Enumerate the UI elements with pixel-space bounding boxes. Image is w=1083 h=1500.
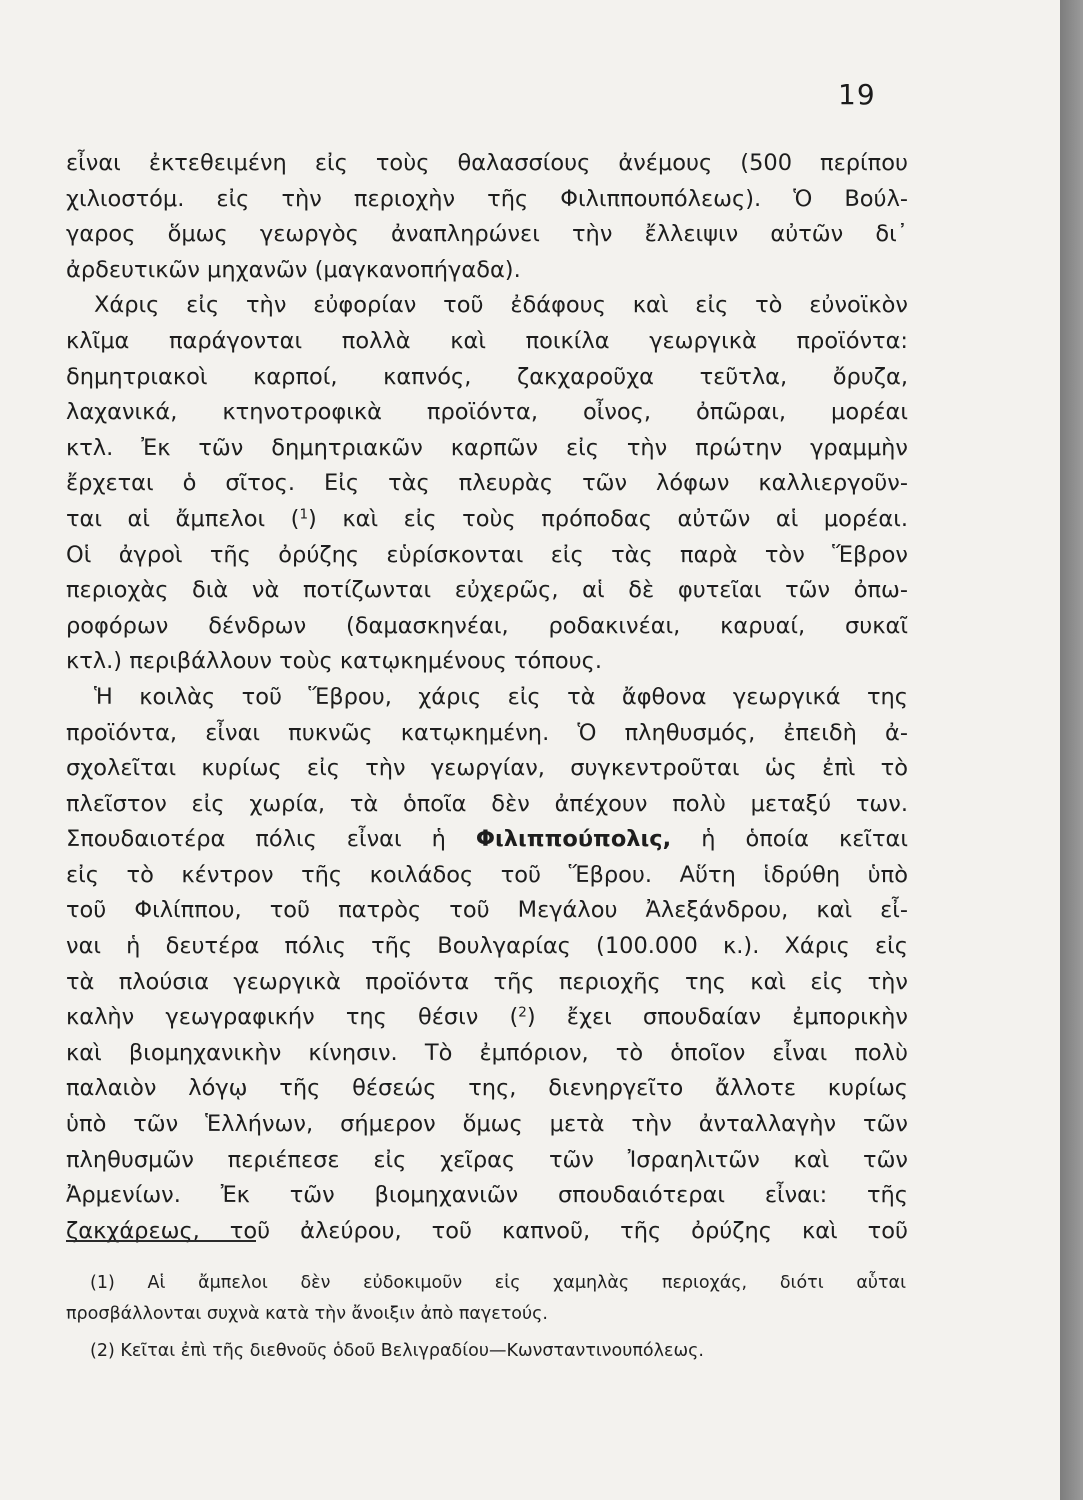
footnote-text: Κεῖται ἐπὶ τῆς διεθνοῦς ὁδοῦ Βελιγραδίου—Κωνσταντινουπόλεως. bbox=[120, 1341, 704, 1361]
footnote-ref-1: 1 bbox=[299, 506, 309, 523]
text-fragment: ) καὶ εἰς τοὺς πρόποδας αὐτῶν αἱ μορέαι. bbox=[308, 505, 908, 532]
text-line: ἀρδευτικῶν μηχανῶν (μαγκανοπήγαδα). bbox=[66, 256, 521, 283]
text-line: ζακχάρεως, τοῦ ἀλεύρου, τοῦ καπνοῦ, τῆς ὀρύζης καὶ τοῦ bbox=[66, 1217, 908, 1244]
text-line: καὶ βιομηχανικὴν κίνησιν. Τὸ ἐμπόριον, τὸ ὁποῖον εἶναι πολὺ bbox=[66, 1039, 908, 1066]
footnote-1-continuation: προσβάλλονται συχνὰ κατὰ τὴν ἄνοιξιν ἀπὸ παγετούς. bbox=[66, 1304, 548, 1324]
text-fragment: ) ἔχει σπουδαίαν ἐμπορικὴν bbox=[526, 1004, 908, 1031]
text-line: ναι ἡ δευτέρα πόλις τῆς Βουλγαρίας (100.000 κ.). Χάρις εἰς bbox=[66, 933, 908, 960]
text-line: τοῦ Φιλίππου, τοῦ πατρὸς τοῦ Μεγάλου Ἀλεξάνδρου, καὶ εἶ- bbox=[66, 897, 908, 924]
footnotes bbox=[66, 1268, 906, 1367]
footnote-ref-2: 2 bbox=[518, 1004, 527, 1021]
text-line: κλῖμα παράγονται πολλὰ καὶ ποικίλα γεωργικὰ προϊόντα: bbox=[66, 327, 908, 354]
footnote-text: Αἱ ἄμπελοι δὲν εὐδοκιμοῦν εἰς χαμηλὰς περιοχάς, διότι αὗται bbox=[147, 1273, 906, 1293]
page-edge-shadow bbox=[1060, 0, 1083, 1500]
text-line: δημητριακοὶ καρποί, καπνός, ζακχαροῦχα τεῦτλα, ὄρυζα, bbox=[66, 363, 908, 390]
text-line: χιλιοστόμ. εἰς τὴν περιοχὴν τῆς Φιλιππουπόλεως). Ὁ Βούλ- bbox=[66, 185, 908, 212]
text-line: ἔρχεται ὁ σῖτος. Εἰς τὰς πλευρὰς τῶν λόφων καλλιεργοῦν- bbox=[66, 470, 908, 497]
text-line: Ἡ κοιλὰς τοῦ Ἕβρου, χάρις εἰς τὰ ἄφθονα γεωργικά της bbox=[94, 683, 908, 710]
page-number: 19 bbox=[838, 78, 876, 111]
text-line: παλαιὸν λόγῳ τῆς θέσεώς της, διενηργεῖτο ἄλλοτε κυρίως bbox=[66, 1075, 908, 1102]
text-line: λαχανικά, κτηνοτροφικὰ προϊόντα, οἶνος, ὀπῶραι, μορέαι bbox=[66, 399, 908, 426]
text-line-with-footnote-ref bbox=[66, 502, 908, 538]
text-line: κτλ.) περιβάλλουν τοὺς κατῳκημένους τόπους. bbox=[66, 648, 603, 675]
text-line: περιοχὰς διὰ νὰ ποτίζωνται εὐχερῶς, αἱ δὲ φυτεῖαι τῶν ὀπω- bbox=[66, 577, 908, 604]
text-fragment: καλὴν γεωγραφικήν της θέσιν ( bbox=[66, 1004, 519, 1031]
text-line: ροφόρων δένδρων (δαμασκηνέαι, ροδακινέαι, καρυαί, συκαῖ bbox=[66, 612, 908, 639]
bold-term-philippoupolis: Φιλιππούπολις, bbox=[475, 826, 672, 853]
text-line-with-bold-term bbox=[66, 822, 908, 858]
footnote-divider bbox=[66, 1240, 256, 1242]
text-line: Ἀρμενίων. Ἐκ τῶν βιομηχανιῶν σπουδαιότεραι εἶναι: τῆς bbox=[66, 1182, 908, 1209]
footnote-2 bbox=[66, 1336, 906, 1367]
text-line-with-footnote-ref bbox=[66, 1000, 908, 1036]
text-line: προϊόντα, εἶναι πυκνῶς κατῳκημένη. Ὁ πληθυσμός, ἐπειδὴ ἀ- bbox=[66, 719, 908, 746]
text-line: Χάρις εἰς τὴν εὐφορίαν τοῦ ἐδάφους καὶ εἰς τὸ εὐνοϊκὸν bbox=[94, 292, 908, 319]
text-line: σχολεῖται κυρίως εἰς τὴν γεωργίαν, συγκεντροῦται ὡς ἐπὶ τὸ bbox=[66, 755, 908, 782]
text-fragment: ται αἱ ἄμπελοι ( bbox=[66, 505, 300, 532]
text-line: εἶναι ἐκτεθειμένη εἰς τοὺς θαλασσίους ἀνέμους (500 περίπου bbox=[66, 150, 908, 176]
text-line: πλεῖστον εἰς χωρία, τὰ ὁποῖα δὲν ἀπέχουν πολὺ μεταξύ των. bbox=[66, 790, 908, 817]
body-text bbox=[66, 146, 908, 1249]
footnote-marker: (2) bbox=[90, 1341, 115, 1361]
text-line: Οἱ ἀγροὶ τῆς ὀρύζης εὑρίσκονται εἰς τὰς παρὰ τὸν Ἕβρον bbox=[66, 541, 908, 568]
footnote-marker: (1) bbox=[90, 1273, 115, 1293]
footnote-1 bbox=[66, 1268, 906, 1299]
text-fragment: ἡ ὁποία κεῖται bbox=[701, 826, 909, 853]
text-line: γαρος ὅμως γεωργὸς ἀναπληρώνει τὴν ἔλλειψιν αὐτῶν δι᾽ bbox=[66, 221, 908, 248]
text-line: κτλ. Ἐκ τῶν δημητριακῶν καρπῶν εἰς τὴν πρώτην γραμμὴν bbox=[66, 434, 908, 461]
text-fragment: Σπουδαιοτέρα πόλις εἶναι ἡ bbox=[66, 826, 446, 853]
text-line: πληθυσμῶν περιέπεσε εἰς χεῖρας τῶν Ἰσραηλιτῶν καὶ τῶν bbox=[66, 1146, 908, 1173]
text-line: τὰ πλούσια γεωργικὰ προϊόντα τῆς περιοχῆς της καὶ εἰς τὴν bbox=[66, 968, 908, 995]
text-line: εἰς τὸ κέντρον τῆς κοιλάδος τοῦ Ἕβρου. Αὕτη ἱδρύθη ὑπὸ bbox=[66, 861, 908, 888]
text-line: ὑπὸ τῶν Ἑλλήνων, σήμερον ὅμως μετὰ τὴν ἀνταλλαγὴν τῶν bbox=[66, 1111, 908, 1138]
